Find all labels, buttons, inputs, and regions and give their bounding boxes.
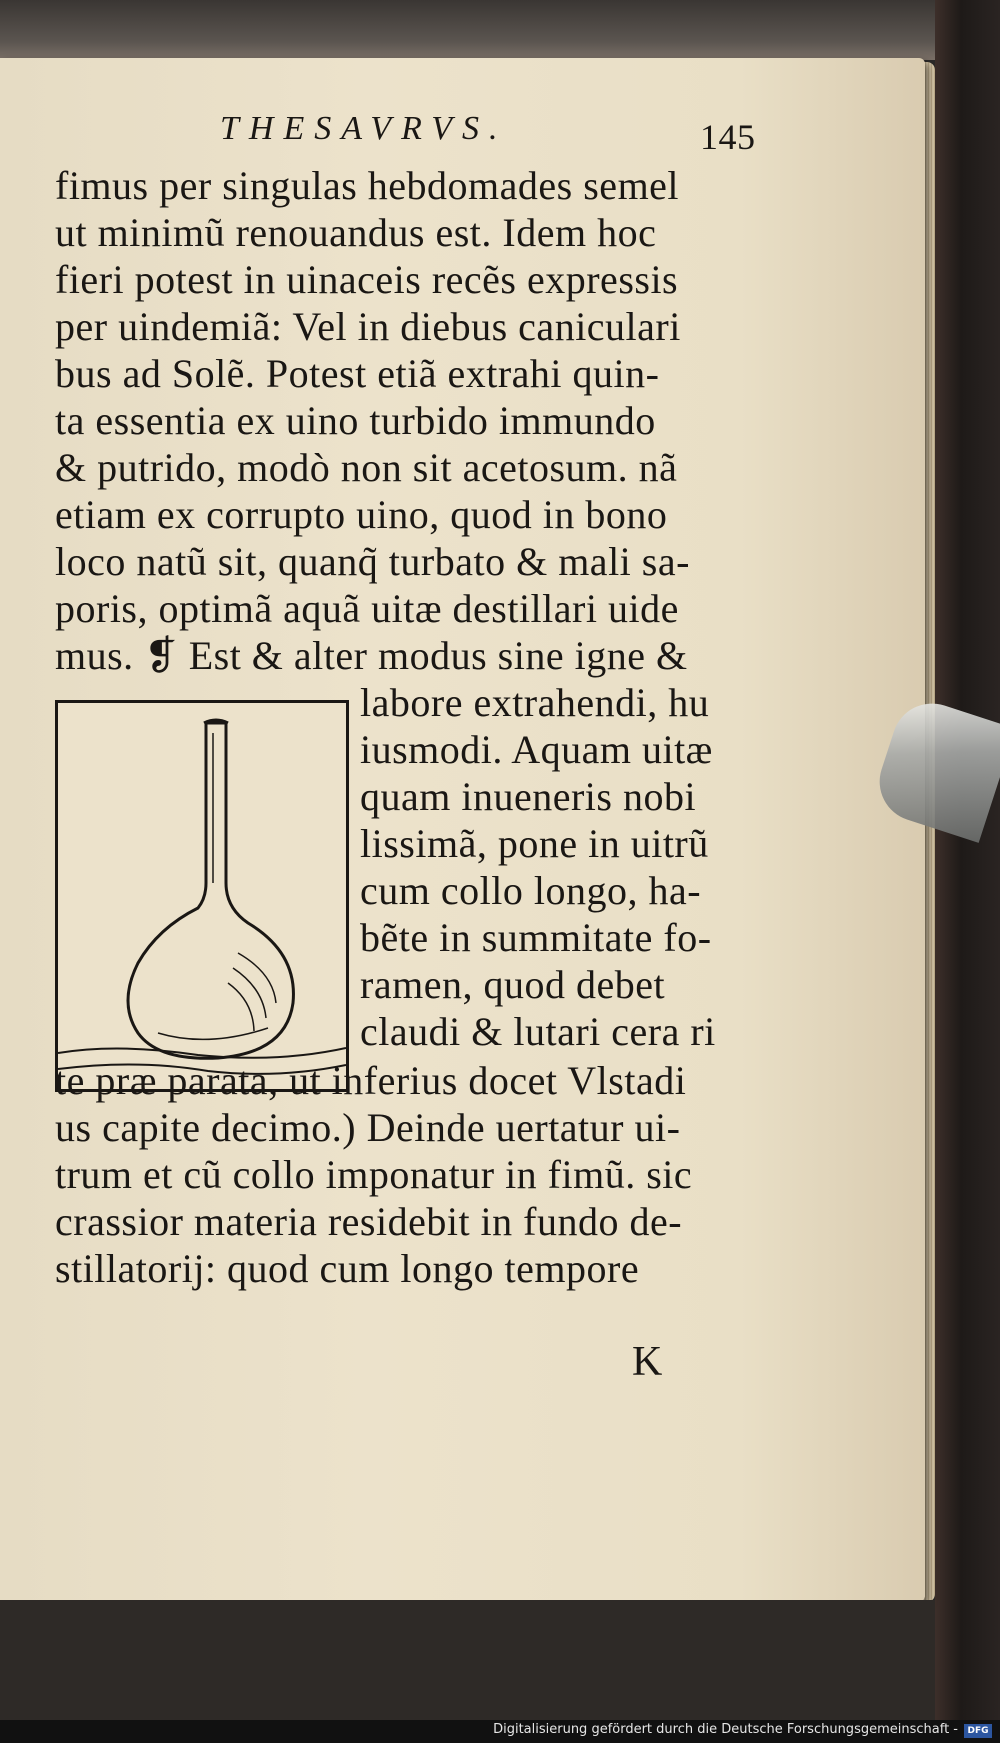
running-head: THESAVRVS. bbox=[220, 110, 508, 147]
text-line: quam inueneris nobi bbox=[360, 774, 697, 819]
text-line: claudi & lutari cera ri bbox=[360, 1009, 716, 1054]
text-line: iusmodi. Aquam uitæ bbox=[360, 727, 713, 772]
text-line: trum et cũ collo imponatur in fimũ. sic bbox=[55, 1152, 693, 1197]
text-line: fimus per singulas hebdomades semel bbox=[55, 163, 680, 208]
flask-woodcut-illustration bbox=[55, 700, 349, 1092]
text-line: loco natũ sit, quanq̃ turbato & mali sa- bbox=[55, 539, 690, 584]
text-line: ramen, quod debet bbox=[360, 962, 666, 1007]
text-line: lissimã, pone in uitrũ bbox=[360, 821, 709, 866]
text-line: per uindemiã: Vel in diebus caniculari bbox=[55, 304, 681, 349]
text-line: bus ad Solẽ. Potest etiã extrahi quin- bbox=[55, 351, 660, 396]
dfg-logo: DFG bbox=[964, 1724, 992, 1738]
text-line: ut minimũ renouandus est. Idem hoc bbox=[55, 210, 657, 255]
text-line: te præ parata, ut inferius docet Vlstadi bbox=[55, 1058, 687, 1103]
flask-icon bbox=[58, 703, 346, 1089]
text-line: etiam ex corrupto uino, quod in bono bbox=[55, 492, 668, 537]
text-line: stillatorij: quod cum longo tempore bbox=[55, 1246, 640, 1291]
page-number: 145 bbox=[700, 117, 756, 157]
text-line: crassior materia residebit in fundo de- bbox=[55, 1199, 683, 1244]
book-bottom-shadow bbox=[0, 1600, 935, 1720]
text-line: us capite decimo.) Deinde uertatur ui- bbox=[55, 1105, 681, 1150]
text-line: labore extrahendi, hu bbox=[360, 680, 710, 725]
footer-credit: Digitalisierung gefördert durch die Deutsche Forschungsgemeinschaft - bbox=[493, 1722, 958, 1737]
text-line: poris, optimã aquã uitæ destillari uide bbox=[55, 586, 679, 631]
text-line: bẽte in summitate fo- bbox=[360, 915, 712, 960]
text-line: & putrido, modò non sit acetosum. nã bbox=[55, 445, 678, 490]
book-binding bbox=[935, 0, 1000, 1743]
book-top-edge bbox=[0, 0, 1000, 60]
text-line: cum collo longo, ha- bbox=[360, 868, 702, 913]
signature-mark: K bbox=[632, 1339, 663, 1385]
text-line: mus. ❡ Est & alter modus sine igne & bbox=[55, 633, 688, 678]
text-line: ta essentia ex uino turbido immundo bbox=[55, 398, 656, 443]
text-line: fieri potest in uinaceis recẽs expressis bbox=[55, 257, 679, 302]
